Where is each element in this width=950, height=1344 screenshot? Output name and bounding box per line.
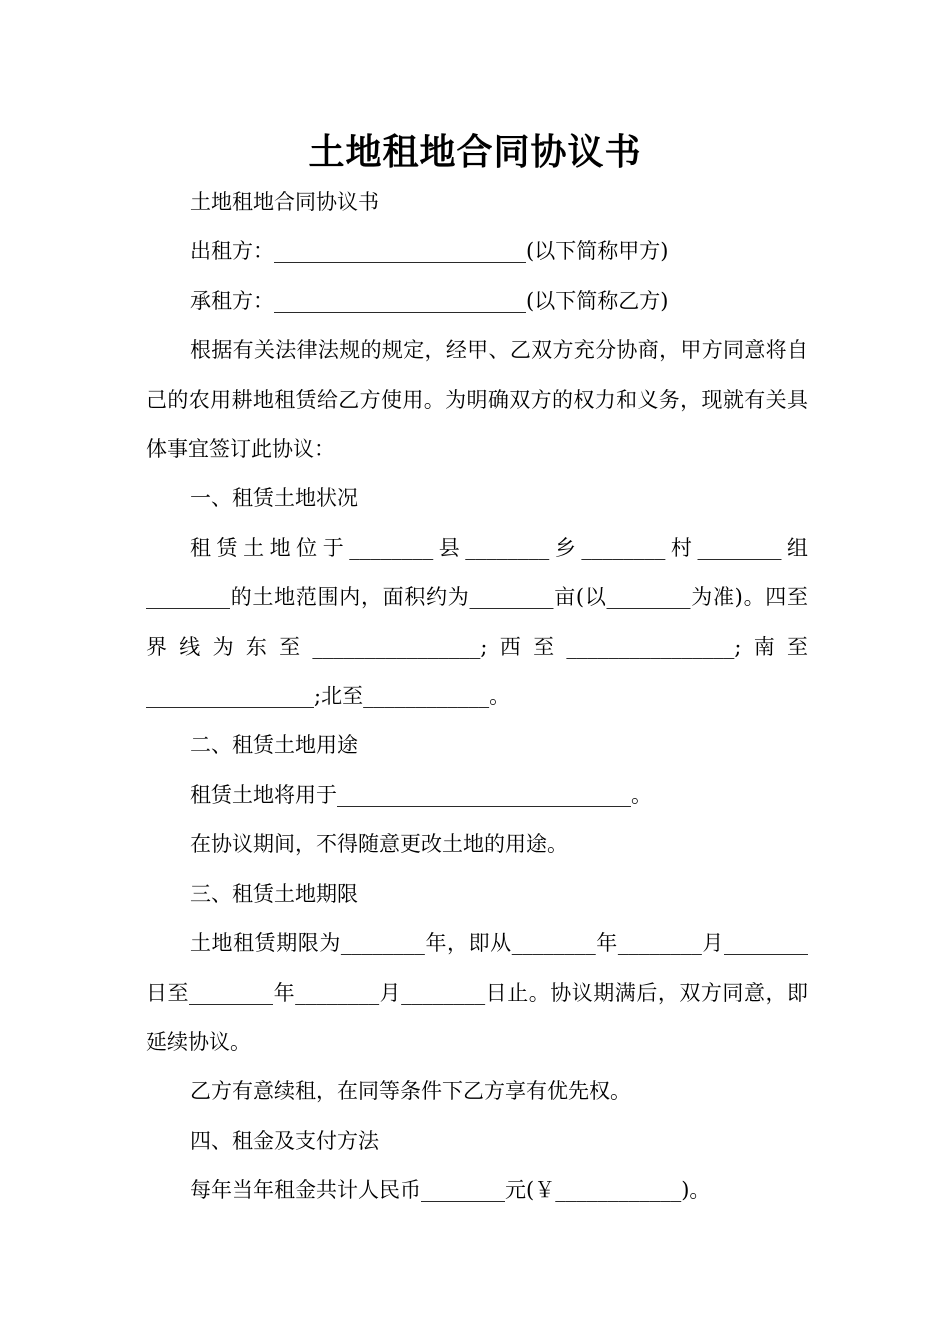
land-use-paragraph: 租赁土地将用于____________________________。: [190, 782, 652, 807]
lessor-line: 出租方：________________________(以下简称甲方): [190, 239, 669, 264]
subtitle-paragraph: 土地租地合同协议书: [190, 190, 379, 214]
section-heading-3: 三、租赁土地期限: [190, 881, 358, 906]
preamble-paragraph: 根据有关法律法规的规定，经甲、乙双方充分协商，甲方同意将自己的农用耕地租赁给乙方使用。为明确双方的权力和义务，现就有关具体事宜签订此协议：: [146, 338, 808, 462]
section-heading-4: 四、租金及支付方法: [190, 1128, 379, 1153]
rent-amount-paragraph: 每年当年租金共计人民币________元(￥____________)。: [190, 1178, 711, 1203]
lessee-line: 承租方：________________________(以下简称乙方): [190, 288, 669, 313]
lease-term-paragraph: 土地租赁期限为________年，即从________年________月________日至________年________月________日止。协议期满后，双方同意，即延续协议。: [146, 931, 808, 1054]
renewal-priority-paragraph: 乙方有意续租，在同等条件下乙方享有优先权。: [190, 1079, 631, 1104]
document-title: 土地租地合同协议书: [308, 132, 642, 173]
use-restriction-paragraph: 在协议期间，不得随意更改土地的用途。: [190, 832, 568, 857]
land-location-paragraph: 租赁土地位于________县________乡________村________组________的土地范围内，面积约为________亩(以________为准)。四至界线为东至________________;西至________________;南至________________;北至____________。: [146, 535, 808, 709]
section-heading-2: 二、租赁土地用途: [190, 733, 358, 758]
document-body: [146, 178, 808, 1216]
section-heading-1: 一、租赁土地状况: [190, 486, 358, 511]
